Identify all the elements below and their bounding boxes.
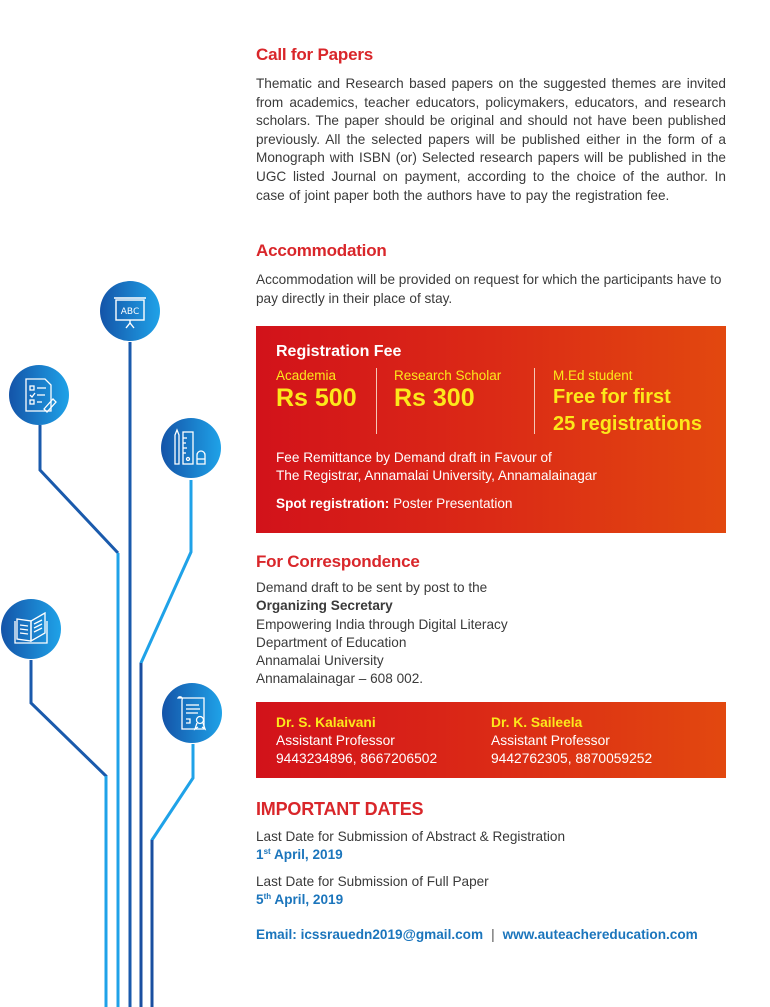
fee-research-scholar [376, 368, 534, 434]
important-dates-heading: IMPORTANT DATES [256, 799, 424, 819]
correspondence-section [256, 551, 508, 689]
fee-amount: Rs 500 [276, 384, 357, 412]
date-label: Last Date for Submission of Full Paper [256, 874, 489, 889]
date-day: 1 [256, 847, 264, 862]
call-for-papers-section [256, 44, 726, 205]
accommodation-section [256, 240, 726, 308]
address-line-organizer: Organizing Secretary [256, 598, 393, 614]
circuit-line [141, 480, 191, 1007]
correspondence-heading: For Correspondence [256, 552, 420, 571]
call-for-papers-heading: Call for Papers [256, 45, 373, 64]
fee-label: Research Scholar [394, 368, 502, 383]
date-value [256, 891, 698, 909]
remittance-line1: Fee Remittance by Demand draft in Favour of [276, 450, 552, 465]
date-day: 5 [256, 892, 264, 907]
address-line: Annamalai University [256, 653, 384, 669]
date-label: Last Date for Submission of Abstract & Registration [256, 829, 566, 844]
contact-phones: 9442762305, 8870059252 [491, 751, 653, 766]
contact-card [276, 714, 491, 778]
fee-categories [276, 368, 706, 434]
fee-label: Academia [276, 368, 337, 383]
fee-med-student [534, 368, 702, 434]
spot-registration-value: Poster Presentation [389, 496, 513, 511]
address-line: Department of Education [256, 634, 407, 650]
circuit-decoration [0, 0, 245, 1007]
pencil-ruler-icon [161, 418, 221, 478]
fee-amount-line1: Free for first [553, 386, 671, 408]
registration-fee-title: Registration Fee [276, 343, 402, 360]
svg-text:ABC: ABC [120, 307, 140, 317]
address-line: Demand draft to be sent by post to the [256, 580, 488, 595]
circuit-line [152, 744, 193, 1007]
spot-registration [276, 495, 706, 513]
footer-separator: | [491, 927, 495, 942]
contact-title: Assistant Professor [276, 733, 395, 748]
contact-name: Dr. K. Saileela [491, 715, 583, 730]
date-suffix: st [263, 847, 271, 856]
contact-card [491, 714, 706, 778]
circuit-line [31, 660, 106, 1007]
remittance-line2: The Registrar, Annamalai University, Annamalainagar [276, 468, 597, 483]
important-dates-section [256, 798, 698, 942]
open-book-icon [1, 599, 61, 659]
address-line: Empowering India through Digital Literacy [256, 616, 508, 632]
fee-academia [276, 368, 376, 434]
date-rest: April, 2019 [270, 847, 343, 862]
email-link[interactable]: Email: icssrauedn2019@gmail.com [256, 927, 484, 942]
contact-phones: 9443234896, 8667206502 [276, 751, 438, 766]
certificate-icon [162, 683, 222, 743]
fee-amount: Rs 300 [394, 384, 475, 412]
contact-name: Dr. S. Kalaivani [276, 715, 376, 730]
fee-remittance-note [276, 449, 706, 485]
circuit-line [40, 425, 118, 553]
fee-amount-line2: 25 registrations [553, 413, 702, 435]
presentation-board-icon [100, 281, 160, 341]
website-link[interactable]: www.auteachereducation.com [502, 927, 698, 942]
fee-label: M.Ed student [553, 368, 633, 383]
footer-contact [256, 927, 698, 942]
accommodation-body: Accommodation will be provided on request for which the participants have to pay directly in their place of stay. [256, 272, 722, 306]
correspondence-address [256, 579, 508, 689]
date-rest: April, 2019 [271, 892, 344, 907]
contact-title: Assistant Professor [491, 733, 610, 748]
date-suffix: th [263, 892, 272, 901]
registration-fee-box [256, 326, 726, 533]
date-value [256, 846, 698, 864]
checklist-icon [9, 365, 69, 425]
address-line: Annamalainagar – 608 002. [256, 671, 424, 687]
accommodation-heading: Accommodation [256, 241, 387, 260]
spot-registration-label: Spot registration: [276, 496, 390, 511]
call-for-papers-body: Thematic and Research based papers on the suggested themes are invited from academics, teacher educators, policymakers, educators, and research scholars. The paper should be original and should not have been published previously. All the selected papers will be published either in the form of a Monograph with ISBN (or) Selected research papers will be published in the UGC listed Journal on payment, according to the choice of the author. In case of joint paper both the authors have to pay the registration fee. [256, 76, 726, 203]
contacts-box [256, 702, 726, 778]
